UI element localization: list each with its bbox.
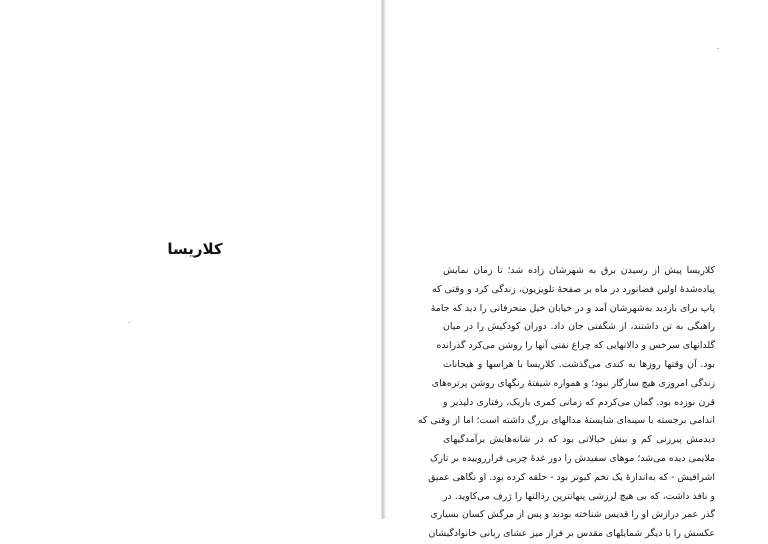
scan-speck: [717, 48, 719, 49]
text-line: کلاریسا پیش از رسیدن برق به شهرشان زاده شد؛ تا زمان نمایش: [443, 265, 715, 276]
text-line: و نافذ داشت، که بی هیچ لرزشی پنهانترین رذالتها را ژرف می‌کاوید. در: [443, 490, 715, 502]
text-line: گلدانهای سرخس و دالانهایی که چراغ نفتی آنها را روشن می‌کرد گذرانده: [436, 340, 715, 352]
right-page: [387, 0, 768, 540]
text-line: دیدمش پیرزنی کم و بیش خیالاتی بود که در شانه‌هایش برآمدگیهای: [443, 434, 715, 446]
text-line: گذر عمر درازش او را قدیس شناخته بودند و پس از مرگش کسان بسیاری: [430, 509, 715, 521]
scan-speck: [128, 322, 130, 323]
left-page: [0, 0, 381, 519]
text-line: پیاده‌شدهٔ اولین فضانورد در ماه بر صفحهٔ تلویزیون، زندگی کرد و وقتی که: [432, 283, 715, 295]
text-line: اشرافیش - که به‌اندازهٔ یک تخم کبوتر بود - حلقه کرده بود. او نگاهی عمیق: [428, 471, 715, 483]
text-line: راهبگی به تن داشتند، از شگفتی جان داد. دوران کودکیش را در میان: [443, 321, 715, 333]
text-line: زندگی امروزی هیچ سازگار نبود؛ و همواره شیفتهٔ رنگهای روشن پرتره‌های: [431, 377, 715, 389]
text-line: قرن نوزده بود. گمان می‌کردم که زمانی کمری باریک، رفتاری دلپذیر و: [443, 396, 715, 408]
chapter-title: کلاریسا: [167, 240, 223, 258]
text-line: بود. آن وقتها روزها به کندی می‌گذشت. کلاریسا با هراسها و هیجانات: [443, 358, 715, 370]
text-line: عکسش را با دیگر شمایلهای مقدس بر فراز میز عشای ربانی خانوادگیشان: [428, 528, 715, 540]
text-line: ملایمی دیده می‌شد؛ موهای سفیدش را دور غدهٔ چربی فرارروییده بر تارک: [429, 452, 715, 464]
text-line: اندامی برجسته با سینه‌ای شایستهٔ مدالهای بزرگ داشته است؛ اما از وقتی که: [417, 415, 715, 427]
text-line: پاپ برای بازدید به‌شهرشان آمد و در خیابان خیل منحرفانی را دید که جامهٔ: [430, 302, 715, 314]
body-text: [417, 262, 715, 544]
